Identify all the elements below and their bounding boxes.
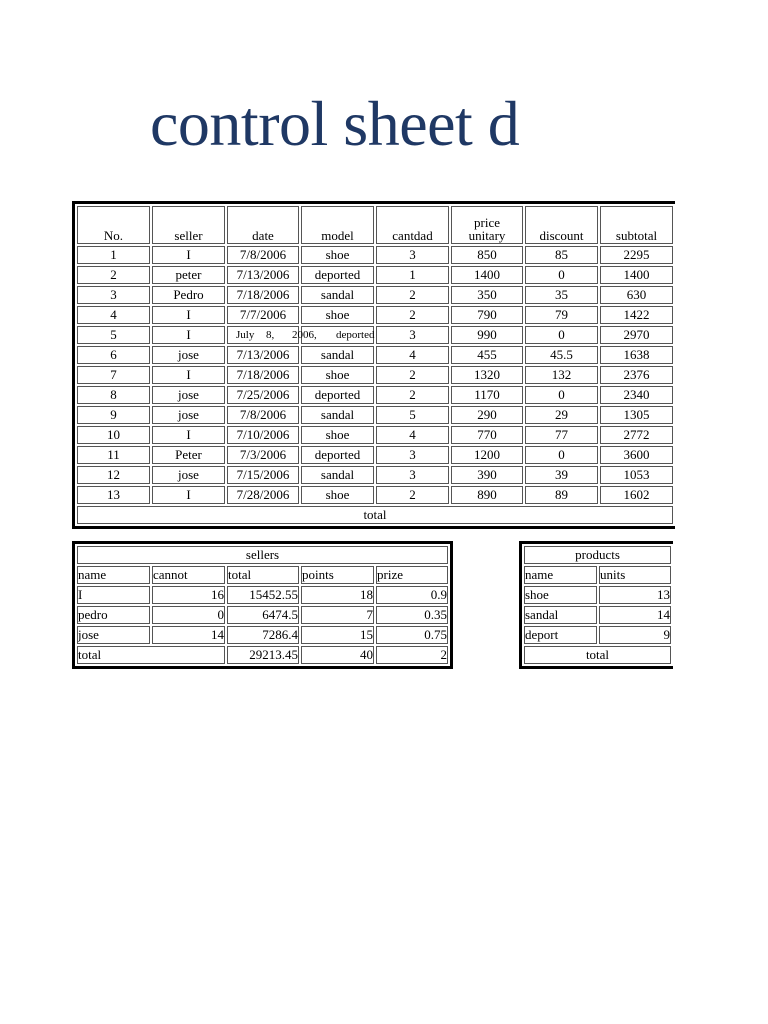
cell-discount: 77 (525, 426, 598, 444)
cell-model: shoe (301, 366, 374, 384)
cell-model: sandal (301, 346, 374, 364)
cell-model: shoe (301, 426, 374, 444)
cell-seller: Peter (152, 446, 225, 464)
cell-seller: I (152, 366, 225, 384)
cell-model: sandal (301, 466, 374, 484)
cell-date: 7/13/2006 (227, 346, 299, 364)
cell-seller: I (152, 426, 225, 444)
cell-price-unitary: 850 (451, 246, 523, 264)
cell-seller: jose (152, 466, 225, 484)
cell-model: deported (301, 446, 374, 464)
cell-date-split (227, 326, 375, 344)
seller-points: 15 (301, 626, 374, 644)
date-part: July (236, 329, 255, 341)
cell-seller: jose (152, 386, 225, 404)
cell-subtotal: 1305 (600, 406, 673, 424)
product-name: sandal (524, 606, 597, 624)
cell-price-unitary: 790 (451, 306, 523, 324)
cell-date: 7/8/2006 (227, 406, 299, 424)
header-date: date (227, 206, 299, 244)
total-row (77, 506, 673, 524)
cell-discount: 85 (525, 246, 598, 264)
seller-points: 7 (301, 606, 374, 624)
cell-subtotal: 1638 (600, 346, 673, 364)
cell-model: shoe (301, 486, 374, 504)
table-row (77, 426, 673, 444)
products-header-units: units (599, 566, 671, 584)
cell-date: 7/15/2006 (227, 466, 299, 484)
products-total-label: total (524, 646, 671, 664)
products-table (519, 541, 673, 669)
seller-cannot: 14 (152, 626, 225, 644)
cell-subtotal: 2340 (600, 386, 673, 404)
date-part: deported (336, 329, 375, 341)
sellers-total-label: total (77, 646, 225, 664)
cell-model: deported (301, 266, 374, 284)
header-no: No. (77, 206, 150, 244)
cell-seller: jose (152, 406, 225, 424)
table-row (77, 386, 673, 404)
cell-seller: peter (152, 266, 225, 284)
header-model: model (301, 206, 374, 244)
cell-date: 7/18/2006 (227, 366, 299, 384)
products-header-row (524, 566, 671, 584)
date-part: 8, (266, 329, 275, 341)
seller-row (77, 626, 448, 644)
cell-no: 3 (77, 286, 150, 304)
sellers-header-row (77, 566, 448, 584)
product-row (524, 586, 671, 604)
header-price-line1: price (474, 215, 500, 230)
product-units: 14 (599, 606, 671, 624)
seller-total: 6474.5 (227, 606, 299, 624)
cell-discount: 132 (525, 366, 598, 384)
cell-cantdad: 2 (376, 486, 449, 504)
product-units: 9 (599, 626, 671, 644)
table-header-row (77, 206, 673, 244)
cell-subtotal: 2970 (600, 326, 673, 344)
cell-date: 7/13/2006 (227, 266, 299, 284)
cell-no: 10 (77, 426, 150, 444)
products-total-row (524, 646, 671, 664)
cell-cantdad: 2 (376, 286, 449, 304)
cell-date: 7/25/2006 (227, 386, 299, 404)
cell-cantdad: 4 (376, 426, 449, 444)
cell-cantdad: 4 (376, 346, 449, 364)
sellers-title-row (77, 546, 448, 564)
sellers-header-total: total (227, 566, 299, 584)
cell-cantdad: 1 (376, 266, 449, 284)
header-price-line2: unitary (468, 228, 506, 243)
cell-subtotal: 2772 (600, 426, 673, 444)
header-price-unitary (451, 206, 523, 244)
cell-subtotal: 1400 (600, 266, 673, 284)
cell-model: sandal (301, 406, 374, 424)
sellers-header-prize: prize (376, 566, 448, 584)
table-row (77, 406, 673, 424)
cell-cantdad: 2 (376, 306, 449, 324)
cell-price-unitary: 455 (451, 346, 523, 364)
cell-cantdad: 2 (376, 386, 449, 404)
seller-name: pedro (77, 606, 150, 624)
sellers-total-prize: 2 (376, 646, 448, 664)
product-name: shoe (524, 586, 597, 604)
header-cantdad: cantdad (376, 206, 449, 244)
sellers-table (72, 541, 453, 669)
cell-subtotal: 1053 (600, 466, 673, 484)
cell-no: 2 (77, 266, 150, 284)
cell-cantdad: 2 (376, 366, 449, 384)
cell-date: 7/3/2006 (227, 446, 299, 464)
cell-no: 7 (77, 366, 150, 384)
cell-discount: 29 (525, 406, 598, 424)
products-title: products (524, 546, 671, 564)
cell-date: 7/7/2006 (227, 306, 299, 324)
cell-model: deported (301, 386, 374, 404)
cell-seller: I (152, 306, 225, 324)
cell-price-unitary: 1400 (451, 266, 523, 284)
cell-no: 6 (77, 346, 150, 364)
cell-price-unitary: 1170 (451, 386, 523, 404)
cell-seller: jose (152, 346, 225, 364)
table-row (77, 266, 673, 284)
cell-seller: I (152, 246, 225, 264)
table-row (77, 306, 673, 324)
sellers-header-points: points (301, 566, 374, 584)
cell-price-unitary: 990 (451, 326, 523, 344)
cell-no: 5 (77, 326, 150, 344)
products-header-name: name (524, 566, 597, 584)
cell-price-unitary: 390 (451, 466, 523, 484)
cell-subtotal: 2295 (600, 246, 673, 264)
seller-name: jose (77, 626, 150, 644)
total-label: total (77, 506, 673, 524)
table-row (77, 486, 673, 504)
cell-model: shoe (301, 306, 374, 324)
table-row (77, 466, 673, 484)
sellers-total-row (77, 646, 448, 664)
seller-prize: 0.9 (376, 586, 448, 604)
cell-date: 7/10/2006 (227, 426, 299, 444)
cell-subtotal: 1602 (600, 486, 673, 504)
cell-discount: 0 (525, 386, 598, 404)
cell-discount: 89 (525, 486, 598, 504)
cell-price-unitary: 770 (451, 426, 523, 444)
product-row (524, 626, 671, 644)
sellers-total-points: 40 (301, 646, 374, 664)
cell-seller: Pedro (152, 286, 225, 304)
cell-price-unitary: 350 (451, 286, 523, 304)
seller-name: I (77, 586, 150, 604)
cell-price-unitary: 890 (451, 486, 523, 504)
table-row (77, 286, 673, 304)
cell-price-unitary: 1200 (451, 446, 523, 464)
sellers-header-cannot: cannot (152, 566, 225, 584)
cell-cantdad: 3 (376, 446, 449, 464)
cell-price-unitary: 290 (451, 406, 523, 424)
sellers-title: sellers (77, 546, 448, 564)
cell-discount: 0 (525, 266, 598, 284)
seller-row (77, 606, 448, 624)
header-subtotal: subtotal (600, 206, 673, 244)
cell-no: 11 (77, 446, 150, 464)
table-row (77, 246, 673, 264)
seller-total: 15452.55 (227, 586, 299, 604)
seller-points: 18 (301, 586, 374, 604)
sellers-total-sum: 29213.45 (227, 646, 299, 664)
cell-discount: 0 (525, 326, 598, 344)
products-title-row (524, 546, 671, 564)
table-row (77, 346, 673, 364)
cell-model: shoe (301, 246, 374, 264)
table-row (77, 366, 673, 384)
cell-date: 7/18/2006 (227, 286, 299, 304)
control-table (72, 201, 675, 529)
product-name: deport (524, 626, 597, 644)
seller-cannot: 0 (152, 606, 225, 624)
cell-no: 8 (77, 386, 150, 404)
seller-prize: 0.35 (376, 606, 448, 624)
cell-subtotal: 3600 (600, 446, 673, 464)
cell-subtotal: 2376 (600, 366, 673, 384)
cell-subtotal: 630 (600, 286, 673, 304)
cell-price-unitary: 1320 (451, 366, 523, 384)
seller-cannot: 16 (152, 586, 225, 604)
cell-cantdad: 3 (376, 246, 449, 264)
seller-total: 7286.4 (227, 626, 299, 644)
seller-prize: 0.75 (376, 626, 448, 644)
cell-no: 9 (77, 406, 150, 424)
product-row (524, 606, 671, 624)
cell-cantdad: 3 (376, 326, 449, 344)
cell-cantdad: 5 (376, 406, 449, 424)
cell-subtotal: 1422 (600, 306, 673, 324)
cell-model: sandal (301, 286, 374, 304)
cell-discount: 45.5 (525, 346, 598, 364)
cell-discount: 39 (525, 466, 598, 484)
date-part: 2006, (292, 329, 317, 341)
cell-date: 7/28/2006 (227, 486, 299, 504)
seller-row (77, 586, 448, 604)
product-units: 13 (599, 586, 671, 604)
cell-discount: 35 (525, 286, 598, 304)
header-discount: discount (525, 206, 598, 244)
cell-no: 13 (77, 486, 150, 504)
page-title: control sheet d (150, 88, 520, 159)
table-row (77, 446, 673, 464)
cell-cantdad: 3 (376, 466, 449, 484)
header-seller: seller (152, 206, 225, 244)
cell-seller: I (152, 486, 225, 504)
cell-discount: 79 (525, 306, 598, 324)
cell-discount: 0 (525, 446, 598, 464)
cell-no: 1 (77, 246, 150, 264)
sellers-header-name: name (77, 566, 150, 584)
cell-seller: I (152, 326, 225, 344)
table-row (77, 326, 673, 344)
cell-no: 12 (77, 466, 150, 484)
cell-date: 7/8/2006 (227, 246, 299, 264)
cell-no: 4 (77, 306, 150, 324)
